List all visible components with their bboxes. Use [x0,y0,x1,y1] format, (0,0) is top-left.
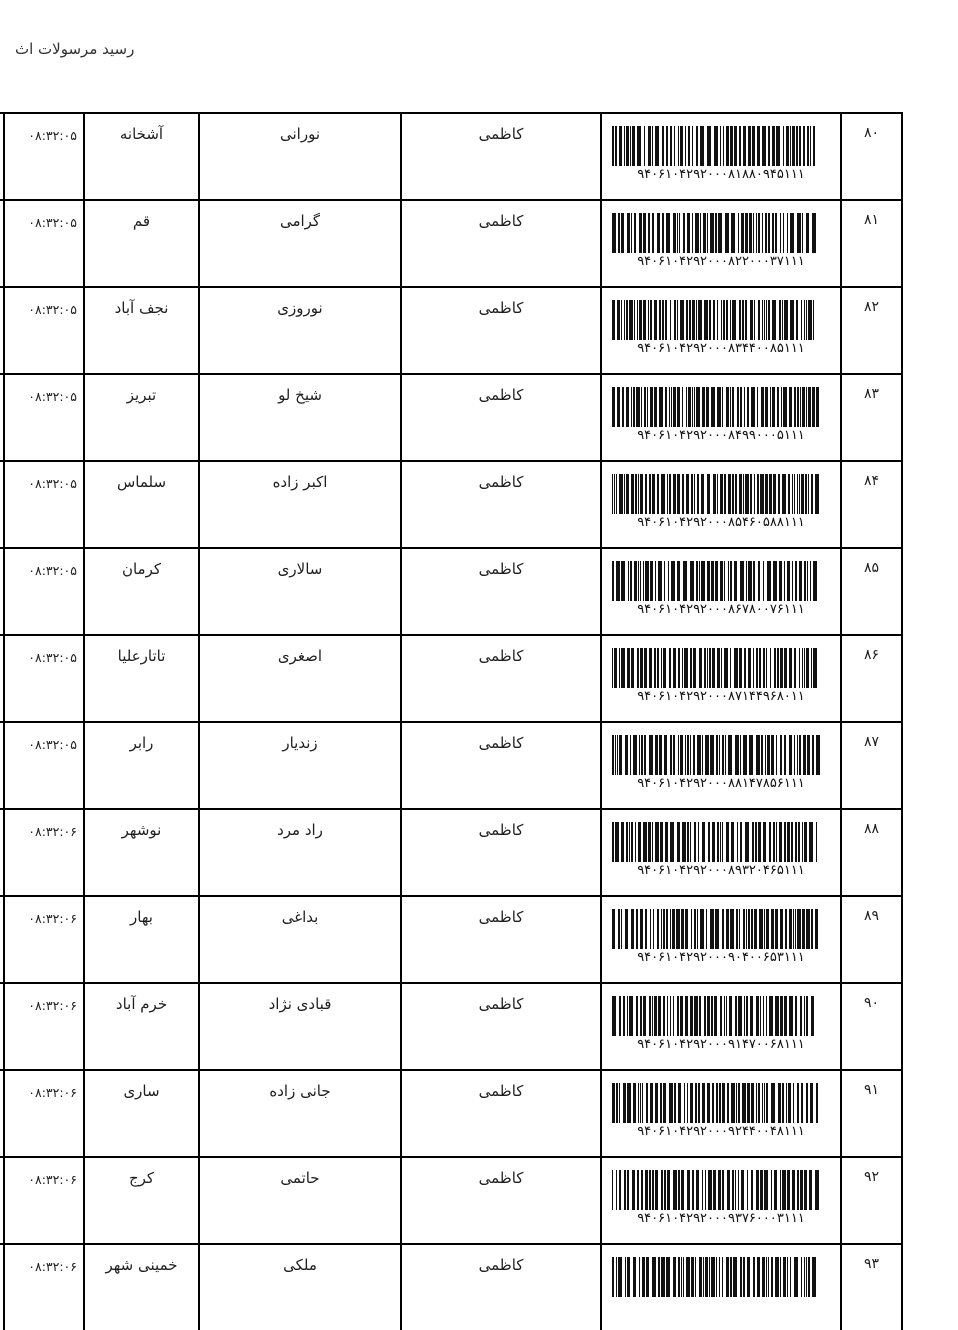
row-number [842,1158,903,1243]
barcode-image [612,648,823,688]
table-row [0,721,903,808]
sender-name-text: کاظمی [478,1082,524,1100]
table-row [0,808,903,895]
row-number-text: ۸۷ [863,734,880,750]
sender-name [402,1158,602,1243]
recipient-name-text: جانی زاده [269,1082,331,1100]
destination-city [85,984,200,1069]
registration-time [5,201,85,286]
barcode-cell [602,1071,842,1156]
table-row [0,112,903,199]
destination-city [85,201,200,286]
row-number [842,984,903,1069]
destination-city-text: خمینی شهر [105,1256,178,1274]
barcode-image [612,474,823,514]
shipments-table [0,112,903,1330]
sender-name [402,462,602,547]
destination-city-text: سلماس [116,473,167,491]
destination-city [85,897,200,982]
recipient-name-text: ملکی [283,1256,317,1274]
row-number-text: ۹۱ [863,1082,880,1098]
registration-time-text: ۰۸:۳۲:۰۵ [28,650,77,665]
barcode-cell [602,1158,842,1243]
table-row [0,895,903,982]
destination-city-text: نجف آباد [114,299,169,317]
barcode-cell [602,723,842,808]
sender-name [402,114,602,199]
barcode-image [612,1257,823,1297]
sender-name-text: کاظمی [478,1256,524,1274]
recipient-name-text: بداغی [281,908,319,926]
destination-city [85,1071,200,1156]
barcode-image [612,909,823,949]
destination-city [85,723,200,808]
registration-time [5,375,85,460]
tracking-number: ۹۴۰۶۱۰۴۲۹۲۰۰۰۸۵۴۶۰۵۸۸۱۱۱ [637,515,805,530]
tracking-number: ۹۴۰۶۱۰۴۲۹۲۰۰۰۸۸۱۴۷۸۵۶۱۱۱ [637,776,805,791]
sender-name [402,549,602,634]
row-number-text: ۸۲ [863,299,880,315]
barcode-cell [602,114,842,199]
barcode-cell [602,810,842,895]
destination-city-text: رابر [129,734,154,752]
table-row [0,547,903,634]
barcode-cell [602,375,842,460]
registration-time [5,810,85,895]
barcode-cell [602,201,842,286]
sender-name [402,375,602,460]
destination-city-text: قم [132,212,151,230]
barcode-cell [602,1245,842,1330]
recipient-name [200,636,402,721]
recipient-name [200,288,402,373]
destination-city-text: تبریز [126,386,157,404]
recipient-name-text: قبادی نژاد [268,995,332,1013]
registration-time [5,723,85,808]
barcode-cell [602,288,842,373]
tracking-number: ۹۴۰۶۱۰۴۲۹۲۰۰۰۹۰۴۰۰۶۵۳۱۱۱ [637,950,805,965]
registration-time-text: ۰۸:۳۲:۰۶ [28,911,77,926]
recipient-name [200,897,402,982]
sender-name-text: کاظمی [478,212,524,230]
destination-city-text: کرج [128,1169,155,1187]
sender-name [402,723,602,808]
recipient-name-text: اکبر زاده [272,473,328,491]
row-number [842,1071,903,1156]
destination-city-text: کرمان [121,560,162,578]
destination-city [85,462,200,547]
sender-name-text: کاظمی [478,299,524,317]
registration-time-text: ۰۸:۳۲:۰۶ [28,998,77,1013]
registration-time [5,549,85,634]
destination-city-text: بهار [130,908,153,926]
sender-name [402,1245,602,1330]
recipient-name [200,462,402,547]
barcode-image [612,996,823,1036]
row-number-text: ۸۹ [863,908,880,924]
sender-name-text: کاظمی [478,647,524,665]
destination-city [85,636,200,721]
registration-time-text: ۰۸:۳۲:۰۵ [28,737,77,752]
sender-name-text: کاظمی [478,995,524,1013]
registration-time [5,462,85,547]
table-row [0,982,903,1069]
recipient-name-text: زندیار [282,734,318,752]
tracking-number: ۹۴۰۶۱۰۴۲۹۲۰۰۰۸۱۸۸۰۹۴۵۱۱۱ [637,167,805,182]
table-row [0,634,903,721]
recipient-name-text: نوروزی [277,299,323,317]
recipient-name [200,1071,402,1156]
registration-time [5,636,85,721]
row-number [842,810,903,895]
row-number [842,288,903,373]
sender-name [402,1071,602,1156]
sender-name-text: کاظمی [478,734,524,752]
recipient-name [200,1245,402,1330]
tracking-number: ۹۴۰۶۱۰۴۲۹۲۰۰۰۹۱۴۷۰۰۶۸۱۱۱ [637,1037,805,1052]
recipient-name [200,1158,402,1243]
row-number [842,201,903,286]
destination-city [85,288,200,373]
row-number [842,549,903,634]
recipient-name-text: راد مرد [277,821,323,839]
tracking-number: ۹۴۰۶۱۰۴۲۹۲۰۰۰۹۲۴۴۰۰۴۸۱۱۱ [637,1124,805,1139]
destination-city [85,1245,200,1330]
row-number [842,723,903,808]
sender-name [402,636,602,721]
table-row [0,1156,903,1243]
barcode-image [612,126,823,166]
sender-name-text: کاظمی [478,821,524,839]
sender-name [402,897,602,982]
registration-time-text: ۰۸:۳۲:۰۶ [28,1172,77,1187]
document-title: رسید مرسولات اث [15,40,135,58]
row-number-text: ۸۸ [863,821,880,837]
registration-time [5,114,85,199]
table-row [0,1243,903,1330]
destination-city-text: نوشهر [121,821,162,839]
table-row [0,460,903,547]
tracking-number: ۹۴۰۶۱۰۴۲۹۲۰۰۰۸۶۷۸۰۰۷۶۱۱۱ [637,602,805,617]
row-number [842,636,903,721]
row-number-text: ۹۳ [863,1256,880,1272]
destination-city [85,810,200,895]
recipient-name [200,810,402,895]
destination-city-text: آشخانه [119,125,164,143]
registration-time-text: ۰۸:۳۲:۰۶ [28,1259,77,1274]
row-number-text: ۹۰ [863,995,880,1011]
registration-time [5,984,85,1069]
tracking-number: ۹۴۰۶۱۰۴۲۹۲۰۰۰۸۷۱۴۴۹۶۸۰۱۱ [637,689,805,704]
registration-time [5,897,85,982]
sender-name [402,810,602,895]
row-number [842,462,903,547]
barcode-image [612,387,823,427]
recipient-name-text: اصغری [277,647,323,665]
barcode-cell [602,984,842,1069]
row-number [842,114,903,199]
barcode-cell [602,462,842,547]
row-number-text: ۹۲ [863,1169,880,1185]
recipient-name-text: سالاری [277,560,323,578]
row-number-text: ۸۴ [863,473,880,489]
barcode-image [612,300,823,340]
row-number [842,1245,903,1330]
barcode-cell [602,897,842,982]
sender-name [402,984,602,1069]
tracking-number: ۹۴۰۶۱۰۴۲۹۲۰۰۰۹۳۷۶۰۰۰۳۱۱۱ [637,1211,805,1226]
registration-time [5,1158,85,1243]
barcode-cell [602,636,842,721]
sender-name-text: کاظمی [478,386,524,404]
row-number-text: ۸۳ [863,386,880,402]
row-number-text: ۸۶ [863,647,880,663]
table-row [0,373,903,460]
sender-name-text: کاظمی [478,1169,524,1187]
registration-time [5,288,85,373]
barcode-image [612,735,823,775]
sender-name [402,201,602,286]
barcode-image [612,1170,823,1210]
recipient-name [200,723,402,808]
tracking-number: ۹۴۰۶۱۰۴۲۹۲۰۰۰۸۲۲۰۰۰۳۷۱۱۱ [637,254,805,269]
recipient-name [200,375,402,460]
tracking-number: ۹۴۰۶۱۰۴۲۹۲۰۰۰۸۴۹۹۰۰۰۵۱۱۱ [637,428,805,443]
recipient-name [200,114,402,199]
barcode-cell [602,549,842,634]
registration-time-text: ۰۸:۳۲:۰۵ [28,215,77,230]
recipient-name-text: نورانی [279,125,320,143]
destination-city-text: ساری [123,1082,160,1100]
sender-name [402,288,602,373]
destination-city [85,114,200,199]
registration-time-text: ۰۸:۳۲:۰۶ [28,824,77,839]
recipient-name-text: شیخ لو [278,386,322,404]
row-number [842,375,903,460]
registration-time-text: ۰۸:۳۲:۰۵ [28,476,77,491]
destination-city [85,1158,200,1243]
registration-time-text: ۰۸:۳۲:۰۵ [28,389,77,404]
barcode-image [612,561,823,601]
row-number-text: ۸۵ [863,560,880,576]
sender-name-text: کاظمی [478,908,524,926]
registration-time [5,1071,85,1156]
recipient-name-text: گرامی [279,212,321,230]
row-number-text: ۸۰ [863,125,880,141]
recipient-name [200,201,402,286]
destination-city [85,375,200,460]
registration-time-text: ۰۸:۳۲:۰۶ [28,1085,77,1100]
registration-time-text: ۰۸:۳۲:۰۵ [28,563,77,578]
table-row [0,1069,903,1156]
destination-city-text: خرم آباد [115,995,168,1013]
sender-name-text: کاظمی [478,125,524,143]
destination-city-text: تاتارعلیا [117,647,166,665]
recipient-name [200,549,402,634]
tracking-number: ۹۴۰۶۱۰۴۲۹۲۰۰۰۸۳۴۴۰۰۸۵۱۱۱ [637,341,805,356]
row-number-text: ۸۱ [863,212,880,228]
destination-city [85,549,200,634]
barcode-image [612,1083,823,1123]
sender-name-text: کاظمی [478,560,524,578]
recipient-name-text: حاتمی [280,1169,320,1187]
barcode-image [612,822,823,862]
registration-time [5,1245,85,1330]
barcode-image [612,213,823,253]
table-row [0,286,903,373]
registration-time-text: ۰۸:۳۲:۰۵ [28,302,77,317]
sender-name-text: کاظمی [478,473,524,491]
row-number [842,897,903,982]
tracking-number: ۹۴۰۶۱۰۴۲۹۲۰۰۰۸۹۳۲۰۴۶۵۱۱۱ [637,863,805,878]
table-row [0,199,903,286]
registration-time-text: ۰۸:۳۲:۰۵ [28,128,77,143]
recipient-name [200,984,402,1069]
